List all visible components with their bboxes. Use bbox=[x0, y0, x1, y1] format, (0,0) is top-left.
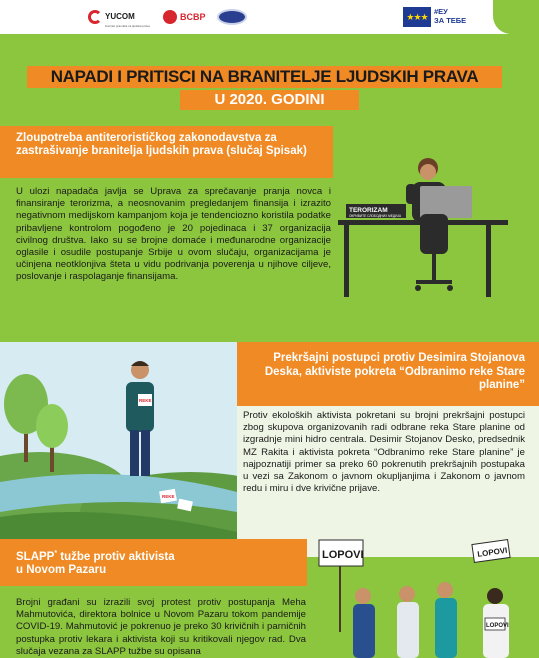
eu-for-you-label bbox=[434, 7, 474, 27]
yucom-logo-icon bbox=[88, 10, 102, 24]
section-3-body: Brojni građani su izrazili svoj protest protiv postupanja Meha Mahmutovića, direktora bolnice u Novom Pazaru tokom pandemije COVID-19. Mahmutović je pokrenuo je preko 30 krivičnih i parničnih postupka protiv lekara i aktivista koji su kritikovali njegov rad. Dva slučaja vezana za SLAPP tužbe su opisana bbox=[16, 597, 306, 657]
infographic-page bbox=[0, 34, 539, 658]
reke-sign-label: REKE bbox=[139, 398, 152, 403]
lopovi-sign-2-text: LOPOVI bbox=[476, 545, 508, 559]
bcbp-logo-text: BCBP bbox=[180, 12, 206, 22]
section-3-heading-footnote-mark: * bbox=[54, 550, 58, 557]
lopovi-sign-1-text: LOPOVI bbox=[322, 549, 364, 561]
river-activist-illustration bbox=[0, 342, 237, 542]
desk-surveillance-illustration bbox=[336, 154, 511, 304]
protest-illustration bbox=[311, 532, 539, 658]
section-1-heading: Zloupotreba antiterorističkog zakonodavstva za zastrašivanje branitelja ljudskih prava (slučaj Spisak) bbox=[16, 132, 307, 157]
section-2-heading: Prekršajni postupci protiv Desimira Stojanova Deska, aktiviste pokreta “Odbranimo reke Stare planine” bbox=[264, 352, 525, 391]
section-1-body: U ulozi napadača javlja se Uprava za sprečavanje pranja novca i finansiranje terorizma, a neosnovanim pregledanjem finansija i izrazito negativnom medijskom kampanjom koja je tendenciozno koristila podatke pribavljene kontrolom pogođeno je 20 pojedinaca i 37 organizacija civilnog društva. Iako su se brojne domaće i međunarodne organizacije oglasile i osudile postupanje Srbije u ovom slučaju, organizacijama je učinjena neotklonjiva šteta u vidu podrivanja poverenja u njihove ciljeve, poslovanje i raspolaganje finansijama. bbox=[16, 186, 331, 283]
terorizam-label: TERORIZAM bbox=[349, 207, 388, 214]
page-subtitle: U 2020. GODINI bbox=[180, 90, 359, 110]
partner-logo bbox=[217, 6, 247, 28]
bcbp-logo-icon bbox=[163, 10, 177, 24]
top-header-bar bbox=[0, 0, 539, 34]
section-3-heading-box bbox=[0, 539, 307, 586]
section-3-heading-line2: u Novom Pazaru bbox=[16, 564, 107, 577]
reke-sign-label-2: REKE bbox=[162, 494, 175, 499]
page-title: NAPADI I PRITISCI NA BRANITELJE LJUDSKIH PRAVA bbox=[27, 66, 502, 88]
section-3-heading-rest: tužbe protiv aktivista bbox=[57, 550, 175, 563]
corner-decoration bbox=[493, 0, 539, 34]
yucom-logo-text: YUCOM bbox=[105, 12, 135, 21]
section-3-heading-slapp: SLAPP bbox=[16, 550, 55, 563]
section-3-heading bbox=[16, 547, 296, 578]
bcbp-logo bbox=[163, 6, 206, 28]
yucom-logo bbox=[88, 6, 150, 28]
yucom-logo-subtitle: Komitet pravnika za ljudska prava bbox=[105, 24, 150, 28]
protest-sign-2 bbox=[472, 540, 510, 563]
eu-label-line1: #ЕУ bbox=[434, 7, 448, 16]
illustration-sublabel: ОКРИВИТЕ СЛОБОДНИХ МЕДИЈА bbox=[349, 214, 402, 218]
lopovi-sign-3-text: LOPOVI bbox=[486, 623, 509, 629]
protester-figures bbox=[353, 582, 509, 658]
section-2-body: Protiv ekoloških aktivista pokretani su brojni prekršajni postupci zbog skupova organizovanih radi odbrane reka Stare planine od izgradnje mini hidro centrala. Desimir Stojanov Desko, predsednik MZ Rakita i aktivista pokreta “Odbranimo reke Stare planine” je najpoznatiji primer sa preko 60 pokrenutih prekršajnih postupaka u vezi sa Zakonom o javnom okupljanjima i Zakonom o javnom redu i miru i dve krivične prijave. bbox=[243, 410, 525, 495]
section-1-heading-box bbox=[0, 126, 333, 178]
partner-logo-icon bbox=[217, 9, 247, 25]
eu-flag-icon: ★★★ bbox=[403, 7, 431, 27]
section-2-heading-box bbox=[237, 342, 539, 406]
eu-label-line2: ЗА ТЕБЕ bbox=[434, 16, 467, 25]
